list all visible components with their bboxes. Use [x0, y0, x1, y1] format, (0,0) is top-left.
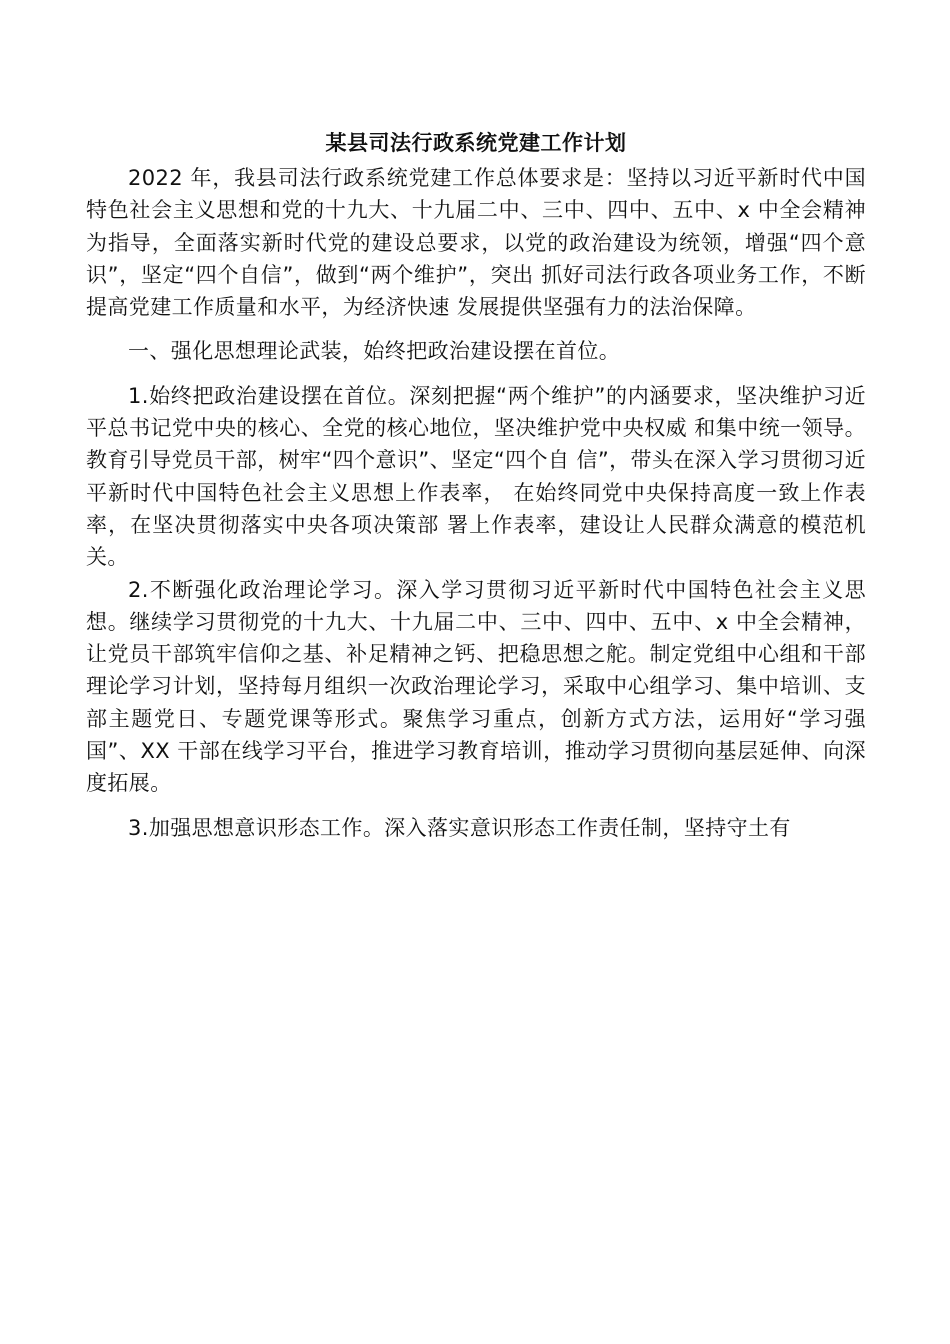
section-heading-1: 一、强化思想理论武装，始终把政治建设摆在首位。: [128, 339, 621, 364]
document-page: [86, 128, 866, 844]
item-paragraph-1: 1.始终把政治建设摆在首位。深刻把握“两个维护”的内涵要求，坚决维护习近平总书记党中央的核心、全党的核心地位，坚决维护党中央权威 和集中统一领导。教育引导党员干部，树牢“四个意识”、坚定“四个自 信”，带头在深入学习贯彻习近平新时代中国特色社会主义思想上作表率， 在始终同党中央保持高度一致上作表率，在坚决贯彻落实中央各项决策部 署上作表率，建设让人民群众满意的模范机关。: [86, 383, 866, 570]
intro-paragraph: 2022 年，我县司法行政系统党建工作总体要求是：坚持以习近平新时代中国特色社会主义思想和党的十九大、十九届二中、三中、四中、五中、x 中全会精神为指导，全面落实新时代党的建设总要求，以党的政治建设为统领，增强“四个意识”，坚定“四个自信”，做到“两个维护”，突出 抓好司法行政各项业务工作，不断提高党建工作质量和水平，为经济快速 发展提供坚强有力的法治保障。: [86, 166, 866, 320]
document-title: 某县司法行政系统党建工作计划: [325, 131, 627, 155]
item-paragraph-2: 2.不断强化政治理论学习。深入学习贯彻习近平新时代中国特色社会主义思想。继续学习贯彻党的十九大、十九届二中、三中、四中、五中、x 中全会精神，让党员干部筑牢信仰之基、补足精神之钙、把稳思想之舵。制定党组中心组和干部理论学习计划，坚持每月组织一次政治理论学习，采取中心组学习、集中培训、支部主题党日、专题党课等形式。聚焦学习重点，创新方式方法，运用好“学习强国”、XX 干部在线学习平台，推进学习教育培训，推动学习贯彻向基层延伸、向深度拓展。: [86, 577, 866, 796]
item-paragraph-3: 3.加强思想意识形态工作。深入落实意识形态工作责任制，坚持守土有: [128, 815, 791, 840]
